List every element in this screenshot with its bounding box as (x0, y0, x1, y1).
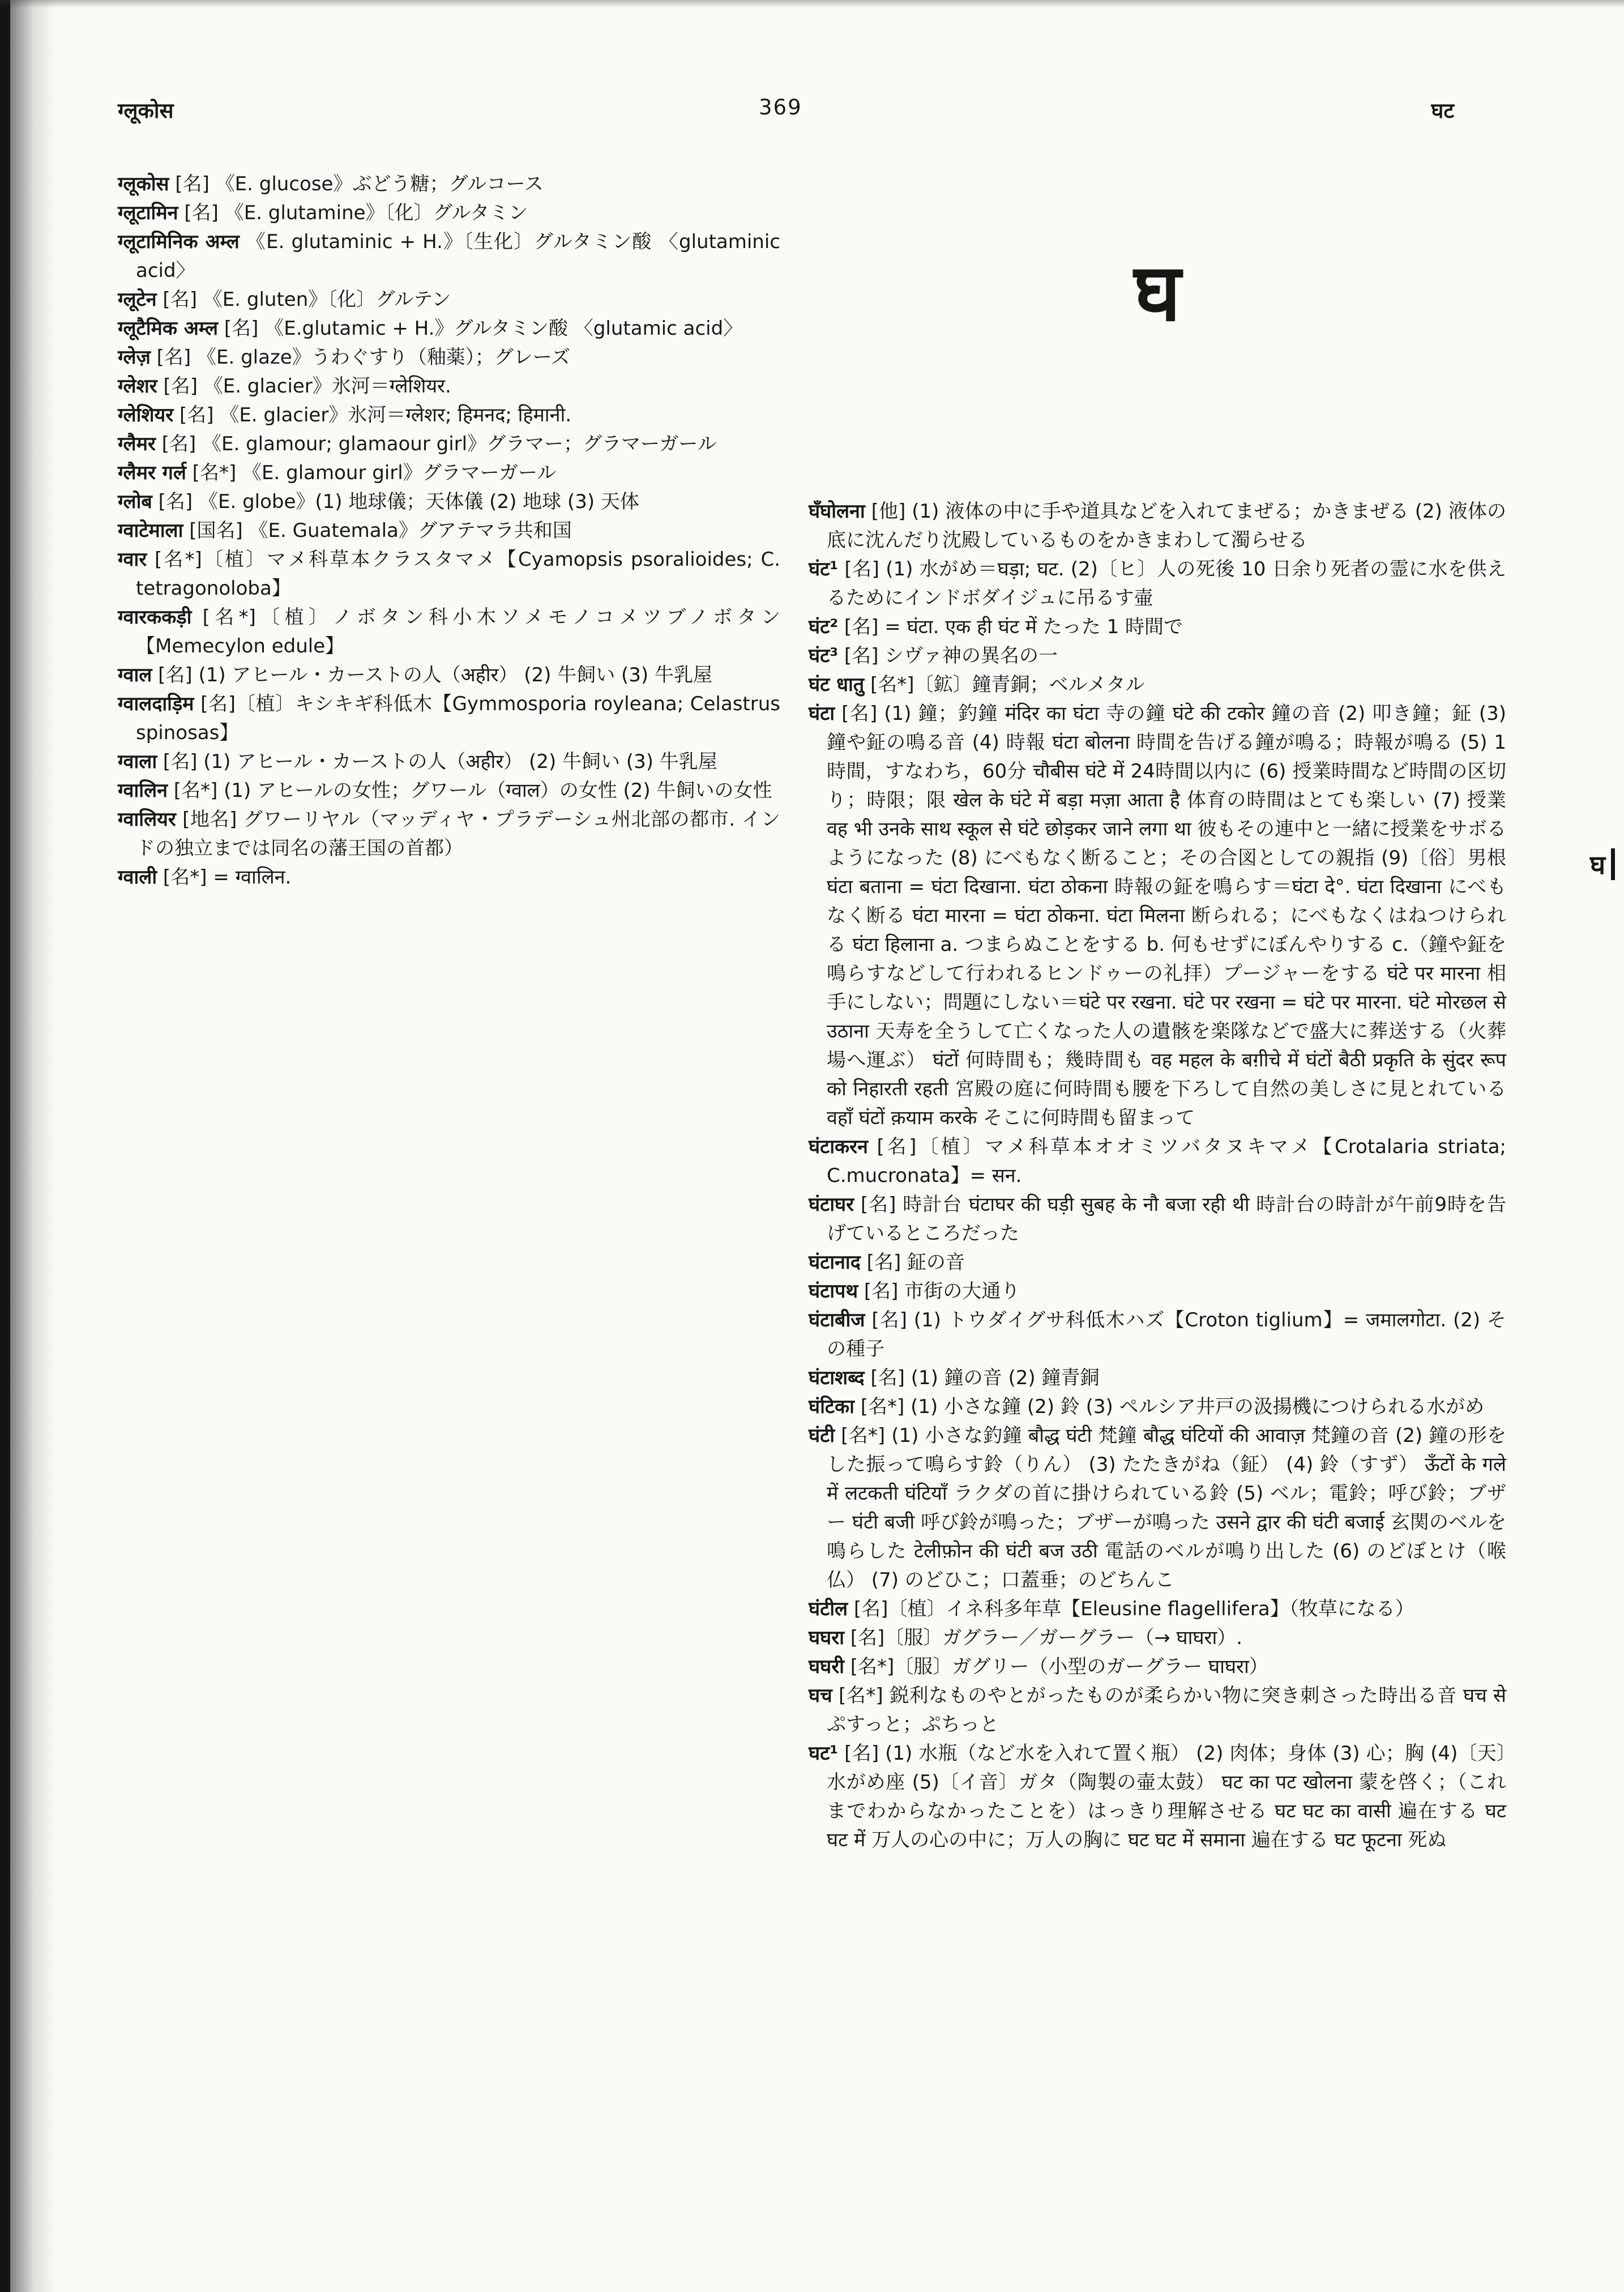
entry-headword: ग्वालिन (118, 779, 168, 802)
entry-body: [名]〔植〕マメ科草本オオミツバタヌキマメ【Crotalaria striata; C.mucronata】= सन. (827, 1136, 1506, 1187)
entry-headword: ग्लूकोस (118, 173, 169, 195)
entry-headword: घंटिका (809, 1395, 854, 1418)
entry-headword: घंटील (809, 1598, 848, 1620)
entry-headword: घंटाशब्द (809, 1367, 865, 1389)
entry-headword: घंटाबीज (809, 1309, 865, 1331)
entry-headword: घंटानाद (809, 1251, 861, 1274)
entry-headword: घघरी (809, 1655, 844, 1678)
entry-body: [名] 市街の大通り (858, 1280, 1020, 1303)
dictionary-entry (118, 343, 780, 372)
dictionary-entry (118, 776, 780, 805)
entry-body: [名]〔服〕ガグラー／ガーグラー（→ घाघरा）. (844, 1627, 1243, 1649)
dictionary-entry (809, 1133, 1506, 1190)
entry-headword: घंटापथ (809, 1280, 858, 1303)
entry-body: [名] 《E.glutamic + H.》グルタミン酸 〈glutamic acid〉 (218, 317, 743, 340)
guide-word-right: घट (1431, 99, 1454, 123)
entry-body: [名] 《E. glacier》氷河＝ग्लेशर; हिमनद; हिमानी. (173, 404, 572, 426)
thumb-tab-bar (1611, 848, 1615, 880)
entry-headword: ग्लेशियर (118, 404, 174, 426)
dictionary-entry (809, 497, 1506, 555)
entry-body: 《E. glutaminic + H.》〔生化〕グルタミン酸 〈glutaminic acid〉 (136, 231, 780, 282)
dictionary-entry (809, 1190, 1506, 1248)
entry-body: [名]〔植〕キシキギ科低木【Gymmosporia royleana; Celastrus spinosas】 (136, 693, 780, 744)
section-letter-wrap (809, 247, 1506, 339)
entry-body: [名] (1) 鐘；釣鐘 मंदिर का घंटा 寺の鐘 घंटे की टकोर 鐘の音 (2) 叩き鐘；鉦 (3) 鐘や鉦の鳴る音 (4) 時報 घंटा बोलना 時間を告げる鐘が鳴る；時報が鳴る (5) 1時間，すなわち，60分 चौबीस घंटे में 24時間以内に (6) 授業時間など時間の区切り；時限；限 खेल के घंटे में बड़ा मज़ा आता है 体育の時間はとても楽しい (7) 授業 वह भी उनके साथ स्कूल से घंटे छोड़कर जाने लगा था 彼もその連中と一緒に授業をサボるようになった (8) にべもなく断ること；その合図としての親指 (9)〔俗〕男根 घंटा बताना = घंटा दिखाना. घंटा ठोकना 時報の鉦を鳴らす＝घंटा दे°. घंटा दिखाना にべもなく断る घंटा मारना = घंटा ठोकना. घंटा मिलना 断られる；にべもなくはねつけられる घंटा हिलाना a. つまらぬことをする b. 何もせずにぼんやりする c.（鐘や鉦を鳴らすなどして行われるヒンドゥーの礼拝）プージャーをする घंटे पर मारना 相手にしない；問題にしない＝घंटे पर रखना. घंटे पर रखना = घंटे पर मारना. घंटे मोरछल से उठाना 天寿を全うして亡くなった人の遺骸を楽隊などで盛大に葬送する（火葬場へ運ぶ） घंटों 何時間も；幾時間も वह महल के बग़ीचे में घंटों बैठी प्रकृति के सुंदर रूप को निहारती रहती 宮殿の庭に何時間も腰を下ろして自然の美しさに見とれている वहाँ घंटों क़याम करके そこに何時間も留まって (827, 702, 1506, 1129)
dictionary-entry (809, 1306, 1506, 1364)
entry-headword: घंट धातु (809, 673, 865, 696)
dictionary-entry (809, 671, 1506, 699)
entry-body: [名*]〔植〕マメ科草本クラスタマメ【Cyamopsis psoralioides; C. tetragonoloba】 (136, 548, 780, 600)
thumb-index-tab (1590, 847, 1615, 882)
entry-body: [名] 《E. glaze》うわぐすり（釉薬）；グレーズ (150, 346, 571, 369)
page-header (0, 95, 1624, 129)
dictionary-entry (118, 661, 780, 690)
dictionary-entry (809, 699, 1506, 1133)
entry-body: [名*]〔服〕ガグリー（小型のガーグラー घाघरा） (844, 1655, 1268, 1678)
entry-headword: घंटाघर (809, 1193, 854, 1216)
dictionary-entry (809, 1595, 1506, 1624)
entry-headword: घंटा (809, 702, 835, 725)
dictionary-entry (809, 1624, 1506, 1653)
dictionary-entry (118, 285, 780, 314)
entry-headword: ग्वाटेमाला (118, 519, 183, 542)
entry-headword: घंट¹ (809, 558, 839, 581)
entry-headword: घँघोलना (809, 500, 865, 523)
entry-body: [名*]〔鉱〕鐘青銅；ベルメタル (864, 673, 1145, 696)
dictionary-entry (809, 1248, 1506, 1277)
entry-body: [名] 《E. glacier》氷河＝ग्लेशियर. (157, 375, 451, 398)
left-column (118, 170, 780, 892)
entry-headword: घट¹ (809, 1742, 839, 1765)
entry-body: [名] 鉦の音 (860, 1251, 965, 1274)
entry-headword: घंटाकरन (809, 1136, 868, 1158)
entry-headword: ग्वार (118, 548, 147, 571)
entry-headword: ग्वाल (118, 664, 152, 686)
thumb-tab-letter: घ (1589, 850, 1605, 880)
entry-headword: ग्वाली (118, 866, 157, 889)
entry-body: [名*] (1) アヒールの女性；グワール（ग्वाल）の女性 (2) 牛飼いの女性 (168, 779, 772, 802)
dictionary-entry (118, 517, 780, 545)
entry-body: [名] (1) アヒール・カーストの人（अहीर） (2) 牛飼い (3) 牛乳屋 (157, 750, 717, 773)
dictionary-entry (118, 545, 780, 603)
entry-body: [名] 時計台 घंटाघर की घड़ी सुबह के नौ बजा रही थी 時計台の時計が午前9時を告げているところだった (827, 1193, 1506, 1245)
entry-headword: ग्लूटेन (118, 288, 157, 311)
dictionary-entry (118, 430, 780, 459)
entry-headword: ग्लूटामिनिक अम्ल (118, 231, 240, 253)
entry-body: [名*] = ग्वालिन. (157, 866, 292, 889)
entry-headword: घंटी (809, 1424, 835, 1447)
entry-body: [名] シヴァ神の異名の一 (838, 645, 1058, 667)
entry-headword: घच (809, 1684, 832, 1707)
entry-headword: ग्वाला (118, 750, 157, 773)
dictionary-entry (809, 1364, 1506, 1393)
entry-headword: ग्लेशर (118, 375, 157, 398)
dictionary-entry (118, 170, 780, 199)
entry-headword: ग्लूटामिन (118, 202, 178, 224)
dictionary-entry (809, 1739, 1506, 1855)
entry-headword: ग्वालदाड़िम (118, 693, 194, 715)
dictionary-entry (118, 459, 780, 488)
dictionary-entry (118, 372, 780, 401)
entry-body: [名] 《E. gluten》〔化〕グルテン (156, 288, 451, 311)
page-number: 369 (759, 95, 802, 119)
entry-body: [名] (1) 鐘の音 (2) 鐘青銅 (864, 1367, 1100, 1389)
entry-body: [名] (1) 水がめ＝घड़ा; घट. (2)〔ヒ〕人の死後 10 日余り死者の霊に水を供えるためにインドボダイジュに吊るす壷 (827, 558, 1506, 609)
dictionary-entry (118, 863, 780, 892)
guide-word-left: ग्लूकोस (118, 99, 174, 123)
dictionary-entry (809, 1653, 1506, 1681)
entry-body: [名] (1) アヒール・カーストの人（अहीर） (2) 牛飼い (3) 牛乳屋 (152, 664, 712, 686)
entry-body: [名] 《E. glucose》ぶどう糖；グルコース (169, 173, 544, 195)
dictionary-entry (118, 748, 780, 776)
entry-body: [名*] 《E. glamour girl》グラマーガール (186, 462, 557, 484)
dictionary-entry (809, 642, 1506, 671)
entry-body: [名*] (1) 小さな釣鐘 बौद्ध घंटी 梵鐘 बौद्ध घंटियों की आवाज़ 梵鐘の音 (2) 鐘の形をした振って鳴らす鈴（りん） (3) たたきがね（鉦） (4) 鈴（すず） ऊँटों के गले में लटकती घंटियाँ ラクダの首に掛けられている鈴 (5) ベル；電鈴；呼び鈴；ブザー घंटी बजी 呼び鈴が鳴った；ブザーが鳴った उसने द्वार की घंटी बजाई 玄関のベルを鳴らした टेलीफ़ोन की घंटी बज उठी 電話のベルが鳴り出した (6) のどぼとけ（喉仏） (7) のどひこ；口蓋垂；のどちんこ (827, 1424, 1506, 1591)
dictionary-entry (118, 199, 780, 228)
entry-headword: ग्लोब (118, 490, 152, 513)
dictionary-entry (809, 1422, 1506, 1595)
entry-body: [名]〔植〕イネ科多年草【Eleusine flagellifera】（牧草になる） (848, 1598, 1414, 1620)
entry-body: [名*] (1) 小さな鐘 (2) 鈴 (3) ペルシア井戸の汲揚機につけられる水がめ (854, 1395, 1485, 1418)
entry-headword: ग्लैमर गर्ल (118, 462, 186, 484)
entry-headword: घंट² (809, 616, 839, 638)
entry-body: [名] (1) トウダイグサ科低木ハズ【Croton tiglium】= जमालगोटा. (2) その種子 (827, 1309, 1506, 1360)
entry-body: [他] (1) 液体の中に手や道具などを入れてまぜる；かきまぜる (2) 液体の底に沈んだり沈殿しているものをかきまわして濁らせる (827, 500, 1506, 552)
section-letter: घ (1134, 247, 1181, 339)
entry-body: [名*]〔植〕ノボタン科小木ソメモノコメツブノボタン【Memecylon edule】 (136, 606, 780, 658)
dictionary-entry (118, 603, 780, 661)
entry-body: [名] 《E. globe》(1) 地球儀；天体儀 (2) 地球 (3) 天体 (152, 490, 639, 513)
dictionary-entry (118, 805, 780, 863)
entry-body: [名] 《E. glutamine》〔化〕グルタミン (178, 202, 528, 224)
dictionary-entry (809, 613, 1506, 642)
entry-headword: घघरा (809, 1627, 844, 1649)
entry-headword: ग्लेज़ (118, 346, 151, 369)
entry-headword: ग्लूटैमिक अम्ल (118, 317, 219, 340)
entry-body: [名] (1) 水瓶（など水を入れて置く瓶） (2) 肉体；身体 (3) 心；胸 (4)〔天〕水がめ座 (5)〔イ音〕ガタ（陶製の壷太鼓） घट का पट खोलना 蒙を啓く；（これまでわからなかったことを）はっきり理解させる घट घट का वासी 遍在する घट घट में 万人の心の中に；万人の胸に घट घट में समाना 遍在する घट फूटना 死ぬ (827, 1742, 1506, 1851)
entry-body: [地名] グワーリヤル（マッディヤ・プラデーシュ州北部の都市. インドの独立までは同名の藩王国の首都） (136, 808, 780, 860)
entry-body: [名] = घंटा. एक ही घंट में たった 1 時間で (838, 616, 1183, 638)
dictionary-entry (118, 228, 780, 285)
dictionary-entry (809, 1393, 1506, 1422)
entry-body: [名*] 鋭利なものやとがったものが柔らかい物に突き刺さった時出る音 घच से ぷすっと；ぷちっと (827, 1684, 1506, 1736)
entry-headword: ग्लैमर (118, 433, 156, 455)
dictionary-entry (809, 555, 1506, 613)
dictionary-entry (118, 488, 780, 517)
entry-headword: ग्वारककड़ी (118, 606, 192, 629)
scan-edge-shadow (0, 0, 57, 2292)
dictionary-entry (809, 1277, 1506, 1306)
entry-body: [名] 《E. glamour; glamaour girl》グラマー；グラマーガール (155, 433, 717, 455)
dictionary-entry (118, 401, 780, 430)
entry-body: [国名] 《E. Guatemala》グアテマラ共和国 (183, 519, 572, 542)
entry-headword: ग्वालियर (118, 808, 176, 831)
right-column (809, 497, 1506, 1855)
entry-headword: घंट³ (809, 645, 839, 667)
dictionary-entry (118, 314, 780, 343)
dictionary-entry (809, 1681, 1506, 1739)
dictionary-entry (118, 690, 780, 748)
scan-top-shadow (0, 0, 1624, 8)
